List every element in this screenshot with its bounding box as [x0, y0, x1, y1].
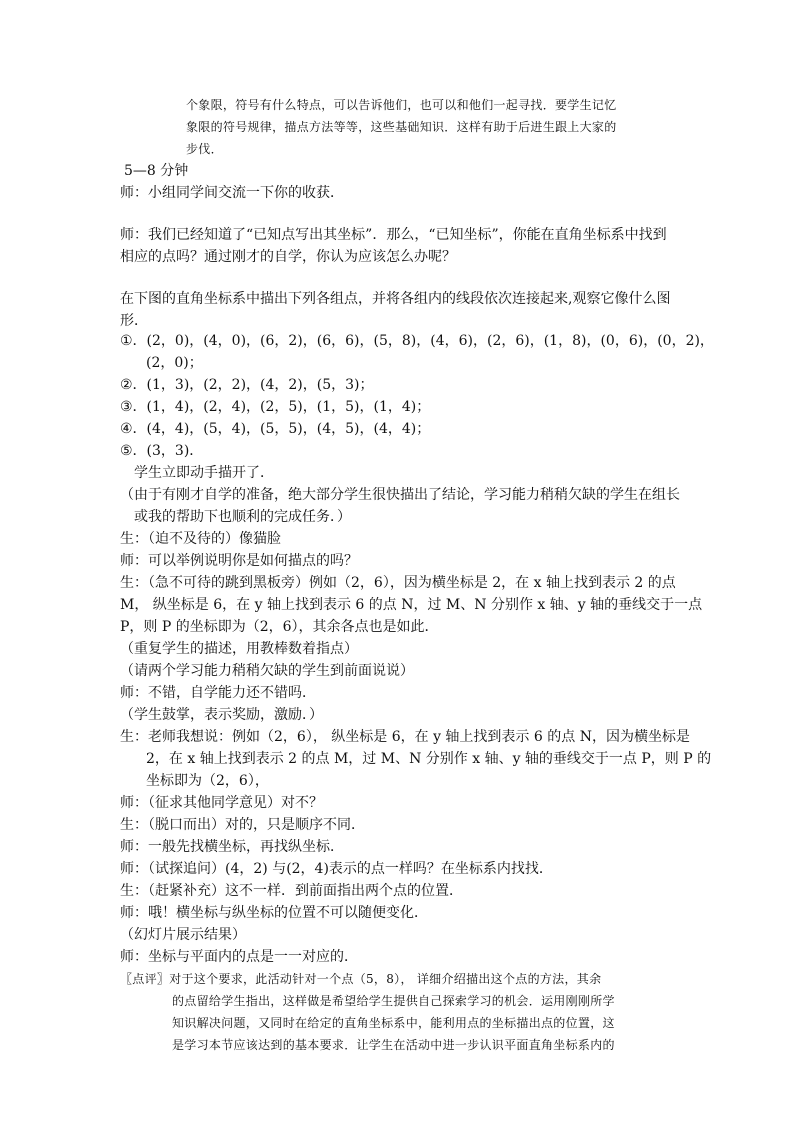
dialogue-line: 师：坐标与平面内的点是一一对应的． — [120, 949, 358, 965]
dialogue-line: 学生立即动手描开了． — [134, 465, 274, 481]
dialogue-line: 师：哦！横坐标与纵坐标的位置不可以随便变化． — [120, 905, 428, 921]
dialogue-line: M， 纵坐标是 6，在 y 轴上找到表示 6 的点 N，过 M、N 分别作 x 轴、y 轴的垂线交于一点 — [120, 597, 703, 613]
dialogue-line: 生：（脱口而出）对的，只是顺序不同． — [120, 817, 365, 833]
dialogue-line: 师：不错，自学能力还不错吗． — [120, 685, 316, 701]
dialogue-line: 师：一般先找横坐标，再找纵坐标． — [120, 839, 344, 855]
dialogue-line: 生：（赶紧补充）这不一样．到前面指出两个点的位置． — [120, 883, 463, 899]
teacher-question-line: 相应的点吗？通过刚才的自学，你认为应该怎么办呢？ — [120, 249, 456, 265]
point-group: ①．(2，0)，(4，0)，(6，2)，(6，6)，(5，8)，(4，6)，(2，6)，(1，8)，(0，6)，(0，2)， — [120, 333, 714, 349]
dialogue-line: 师：可以举例说明你是如何描点的吗？ — [120, 553, 358, 569]
point-group-continuation: (2，0)； — [146, 355, 203, 371]
dialogue-line: 生：老师我想说：例如（2，6）， 纵坐标是 6，在 y 轴上找到表示 6 的点 N，因为横坐标是 — [120, 729, 690, 745]
teacher-line: 师：小组同学间交流一下你的收获． — [120, 185, 344, 201]
point-group: ②．(1，3)，(2，2)，(4，2)，(5，3)； — [120, 377, 374, 393]
dialogue-line: 生：（迫不及待的）像猫脸 — [120, 531, 281, 547]
dialogue-line: （学生鼓掌，表示奖励，激励．） — [120, 707, 323, 723]
intro-note-line: 象限的符号规律，描点方法等等，这些基础知识．这样有助于后进生跟上大家的 — [186, 120, 617, 134]
dialogue-line: 师：（征求其他同学意见）对不？ — [120, 795, 323, 811]
time-label: 5—8 分钟 — [124, 163, 189, 179]
intro-note-line: 个象限，符号有什么特点，可以告诉他们，也可以和他们一起寻找．要学生记忆 — [186, 98, 617, 112]
point-group: ⑤．(3，3)． — [120, 443, 204, 459]
intro-note-line: 步伐． — [186, 142, 223, 156]
comment-line: 知识解决问题，又同时在给定的直角坐标系中，能利用点的坐标描出点的位置，这 — [172, 1016, 615, 1030]
dialogue-line: 2，在 x 轴上找到表示 2 的点 M，过 M、N 分别作 x 轴、y 轴的垂线交于一点 P，则 P 的 — [146, 751, 712, 767]
dialogue-line: （幻灯片展示结果） — [120, 927, 246, 943]
point-group: ③．(1，4)，(2，4)，(2，5)，(1，5)，(1，4)； — [120, 399, 431, 415]
dialogue-line: （由于有刚才自学的准备，绝大部分学生很快描出了结论，学习能力稍稍欠缺的学生在组长 — [120, 487, 680, 503]
dialogue-line: （请两个学习能力稍稍欠缺的学生到前面说说） — [120, 663, 414, 679]
teacher-question-line: 师：我们已经知道了“已知点写出其坐标”．那么，“已知坐标”，你能在直角坐标系中找到 — [120, 227, 667, 243]
point-group: ④．(4，4)，(5，4)，(5，5)，(4，5)，(4，4)； — [120, 421, 431, 437]
task-line: 形． — [120, 313, 148, 329]
dialogue-line: 生：（急不可待的跳到黑板旁）例如（2，6），因为横坐标是 2，在 x 轴上找到表示 2 的点 — [120, 575, 676, 591]
dialogue-line: P，则 P 的坐标即为（2，6），其余各点也是如此． — [120, 619, 439, 635]
dialogue-line: 或我的帮助下也顺利的完成任务．） — [134, 509, 351, 525]
dialogue-line: 坐标即为（2，6）， — [146, 773, 269, 789]
comment-line: 〖点评〗对于这个要求，此活动针对一个点（5，8）， 详细介绍描出这个点的方法，其余 — [120, 972, 602, 986]
comment-line: 是学习本节应该达到的基本要求．让学生在活动中进一步认识平面直角坐标系内的 — [172, 1038, 615, 1052]
dialogue-line: （重复学生的描述，用教棒数着指点） — [120, 641, 358, 657]
task-line: 在下图的直角坐标系中描出下列各组点，并将各组内的线段依次连接起来,观察它像什么图 — [120, 291, 671, 307]
comment-line: 的点留给学生指出，这样做是希望给学生提供自己探索学习的机会．运用刚刚所学 — [172, 994, 615, 1008]
dialogue-line: 师：（试探追问）(4，2) 与(2，4)表示的点一样吗？在坐标系内找找． — [120, 861, 553, 877]
